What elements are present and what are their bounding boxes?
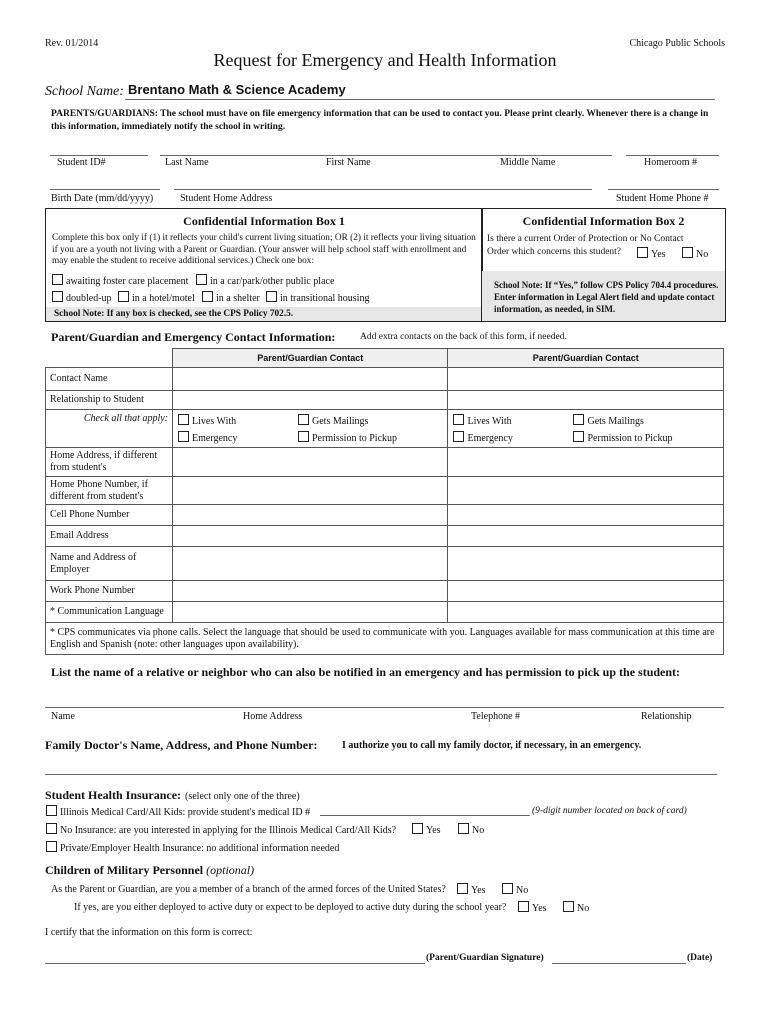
option-transitional[interactable] bbox=[266, 291, 369, 304]
check-label: Permission to Pickup bbox=[587, 433, 673, 444]
row-email: Email Address bbox=[46, 526, 173, 547]
box2-title: Confidential Information Box 2 bbox=[522, 214, 685, 228]
relative-name-label: Name bbox=[51, 711, 75, 722]
home-phone-2[interactable] bbox=[448, 477, 724, 505]
check-label: Emergency bbox=[192, 433, 238, 444]
date-line[interactable] bbox=[552, 963, 686, 964]
insurance-none[interactable] bbox=[46, 823, 396, 836]
checks-contact-1 bbox=[173, 410, 448, 448]
contact-name-2[interactable] bbox=[448, 368, 724, 391]
checkbox-icon[interactable] bbox=[563, 901, 574, 912]
no-label: No bbox=[696, 249, 709, 260]
box1-text: Complete this box only if (1) it reflects your child's current living situation; OR (2) it reflects your living situation if you are a youth not living with a Parent or Guardian. (Your answer will help school staff with enrollment and may enable the student to receive additional services.) Check one box: bbox=[52, 233, 476, 266]
military-q2: If yes, are you either deployed to active duty or expect to be deployed to active duty during the school year? bbox=[74, 902, 507, 913]
insurance-option-label: Illinois Medical Card/All Kids: provide student's medical ID # bbox=[60, 807, 311, 818]
checkbox-icon[interactable] bbox=[298, 414, 309, 425]
email-1[interactable] bbox=[173, 526, 448, 547]
first-name-label: First Name bbox=[326, 157, 371, 168]
doctor-line bbox=[45, 774, 717, 775]
insurance-subtitle: (select only one of the three) bbox=[185, 791, 300, 802]
insurance-medical-card[interactable] bbox=[46, 805, 310, 818]
check-emergency-2[interactable] bbox=[453, 431, 512, 444]
language-2[interactable] bbox=[448, 602, 724, 623]
checkbox-icon[interactable] bbox=[52, 274, 63, 285]
relationship-1[interactable] bbox=[173, 391, 448, 410]
col-header-1: Parent/Guardian Contact bbox=[173, 349, 448, 368]
checkbox-icon[interactable] bbox=[196, 274, 207, 285]
option-label: doubled-up bbox=[66, 293, 112, 304]
certify-text: I certify that the information on this form is correct: bbox=[45, 927, 253, 938]
option-shelter[interactable] bbox=[202, 291, 260, 304]
option-foster-care[interactable] bbox=[52, 274, 188, 287]
checkbox-icon[interactable] bbox=[202, 291, 213, 302]
option-label: in a shelter bbox=[216, 293, 260, 304]
signature-line[interactable] bbox=[45, 963, 425, 964]
checkbox-icon[interactable] bbox=[52, 291, 63, 302]
cell-phone-2[interactable] bbox=[448, 505, 724, 526]
page-title: Request for Emergency and Health Information bbox=[213, 50, 557, 70]
signature-label: (Parent/Guardian Signature) bbox=[426, 953, 544, 963]
check-label: Lives With bbox=[192, 416, 237, 427]
checkbox-icon[interactable] bbox=[453, 431, 464, 442]
checkbox-icon[interactable] bbox=[682, 247, 693, 258]
checkbox-icon[interactable] bbox=[118, 291, 129, 302]
relative-address-label: Home Address bbox=[243, 711, 303, 722]
yes-label: Yes bbox=[471, 885, 486, 896]
military-q1-no[interactable] bbox=[502, 883, 528, 896]
check-lives-with-2[interactable] bbox=[453, 414, 511, 427]
checkbox-icon[interactable] bbox=[518, 901, 529, 912]
school-name-line bbox=[125, 99, 715, 100]
no-label: No bbox=[472, 825, 485, 836]
doctor-text: I authorize you to call my family doctor, if necessary, in an emergency. bbox=[342, 740, 642, 751]
military-q2-yes[interactable] bbox=[518, 901, 547, 914]
row-employer: Name and Address of Employer bbox=[46, 547, 173, 581]
insurance-option-label: Private/Employer Health Insurance: no additional information needed bbox=[60, 843, 340, 854]
checkbox-icon[interactable] bbox=[178, 431, 189, 442]
box1-note: School Note: If any box is checked, see the CPS Policy 702.5. bbox=[46, 307, 482, 321]
military-q1-yes[interactable] bbox=[457, 883, 486, 896]
no-label: No bbox=[577, 903, 590, 914]
check-label: Gets Mailings bbox=[587, 416, 644, 427]
option-label: in a hotel/motel bbox=[132, 293, 195, 304]
check-mailings-1[interactable] bbox=[298, 414, 368, 427]
check-pickup-1[interactable] bbox=[298, 431, 397, 444]
language-footnote: * CPS communicates via phone calls. Select the language that should be used to communicate with you. Languages available for mass communication at this time are English and Spanish (note: other languages upon availability). bbox=[46, 623, 724, 655]
confidential-box-1 bbox=[45, 208, 483, 322]
contact-name-1[interactable] bbox=[173, 368, 448, 391]
checkbox-icon[interactable] bbox=[573, 431, 584, 442]
row-cell-phone: Cell Phone Number bbox=[46, 505, 173, 526]
option-label: in a car/park/other public place bbox=[210, 276, 335, 287]
school-name-value[interactable]: Brentano Math & Science Academy bbox=[128, 82, 346, 97]
col-header-2: Parent/Guardian Contact bbox=[448, 349, 724, 368]
home-address-label: Student Home Address bbox=[180, 193, 273, 204]
parents-notice: PARENTS/GUARDIANS: The school must have on file emergency information that can be used to contact you. Please print clearly. Whenever there is a change in this information, immediately notify the school in writing. bbox=[51, 109, 709, 132]
date-label: (Date) bbox=[687, 953, 713, 963]
checkbox-icon[interactable] bbox=[573, 414, 584, 425]
employer-1[interactable] bbox=[173, 547, 448, 581]
checkbox-icon[interactable] bbox=[266, 291, 277, 302]
checkbox-icon[interactable] bbox=[637, 247, 648, 258]
last-name-label: Last Name bbox=[165, 157, 209, 168]
check-label: Permission to Pickup bbox=[312, 433, 398, 444]
check-label: Gets Mailings bbox=[312, 416, 369, 427]
checkbox-icon[interactable] bbox=[46, 805, 57, 816]
yes-label: Yes bbox=[651, 249, 666, 260]
box1-title: Confidential Information Box 1 bbox=[183, 214, 345, 228]
box2-note: School Note: If “Yes,” follow CPS Policy 704.4 procedures. Enter information in Legal Alert field and update contact information, as needed, in SIM. bbox=[482, 271, 725, 321]
field-line bbox=[50, 155, 148, 156]
checks-contact-2 bbox=[448, 410, 724, 448]
contacts-title: Parent/Guardian and Emergency Contact Information: bbox=[51, 330, 336, 344]
box2-no[interactable] bbox=[682, 247, 708, 260]
birth-date-label: Birth Date (mm/dd/yyyy) bbox=[51, 193, 154, 204]
checkbox-icon[interactable] bbox=[457, 883, 468, 894]
check-lives-with-1[interactable] bbox=[178, 414, 236, 427]
insurance-header bbox=[45, 786, 300, 804]
relative-phone-label: Telephone # bbox=[471, 711, 521, 722]
checkbox-icon[interactable] bbox=[46, 841, 57, 852]
revision-label: Rev. 01/2014 bbox=[45, 38, 99, 49]
middle-name-label: Middle Name bbox=[500, 157, 556, 168]
check-emergency-1[interactable] bbox=[178, 431, 237, 444]
header-blank bbox=[46, 349, 173, 368]
relationship-2[interactable] bbox=[448, 391, 724, 410]
language-1[interactable] bbox=[173, 602, 448, 623]
checkbox-icon[interactable] bbox=[298, 431, 309, 442]
org-label: Chicago Public Schools bbox=[629, 38, 725, 49]
checkbox-icon[interactable] bbox=[412, 823, 423, 834]
checkbox-icon[interactable] bbox=[458, 823, 469, 834]
yes-label: Yes bbox=[532, 903, 547, 914]
field-line bbox=[174, 189, 592, 190]
insurance-option-label: No Insurance: are you interested in applying for the Illinois Medical Card/All Kids? bbox=[60, 825, 397, 836]
check-mailings-2[interactable] bbox=[573, 414, 643, 427]
check-pickup-2[interactable] bbox=[573, 431, 672, 444]
row-contact-name: Contact Name bbox=[46, 368, 173, 391]
work-phone-2[interactable] bbox=[448, 581, 724, 602]
field-line bbox=[160, 155, 612, 156]
insurance-title: Student Health Insurance: bbox=[45, 788, 182, 802]
option-doubled-up[interactable] bbox=[52, 291, 112, 304]
military-title: Children of Military Personnel bbox=[45, 863, 204, 877]
field-line bbox=[608, 189, 719, 190]
field-line bbox=[50, 189, 160, 190]
email-2[interactable] bbox=[448, 526, 724, 547]
row-language: * Communication Language bbox=[46, 602, 173, 623]
insurance-apply-yes[interactable] bbox=[412, 823, 441, 836]
confidential-box-2 bbox=[481, 208, 726, 322]
row-home-phone: Home Phone Number, if different from student's bbox=[46, 477, 173, 505]
yes-label: Yes bbox=[426, 825, 441, 836]
check-label: Emergency bbox=[467, 433, 513, 444]
row-work-phone: Work Phone Number bbox=[46, 581, 173, 602]
checkbox-icon[interactable] bbox=[46, 823, 57, 834]
box2-yes[interactable] bbox=[637, 247, 666, 260]
row-relationship: Relationship to Student bbox=[46, 391, 173, 410]
military-q2-no[interactable] bbox=[563, 901, 589, 914]
homeroom-label: Homeroom # bbox=[644, 157, 698, 168]
insurance-apply-no[interactable] bbox=[458, 823, 484, 836]
checkbox-icon[interactable] bbox=[502, 883, 513, 894]
student-id-label: Student ID# bbox=[57, 157, 106, 168]
check-label: Lives With bbox=[467, 416, 512, 427]
contacts-table bbox=[45, 348, 724, 655]
doctor-title: Family Doctor's Name, Address, and Phone Number: bbox=[45, 738, 318, 752]
box2-question: Is there a current Order of Protection or No Contact Order which concerns this student? bbox=[487, 234, 684, 257]
military-q1: As the Parent or Guardian, are you a member of a branch of the armed forces of the United States? bbox=[51, 884, 446, 895]
field-line bbox=[626, 155, 719, 156]
cell-phone-1[interactable] bbox=[173, 505, 448, 526]
option-label: awaiting foster care placement bbox=[66, 276, 189, 287]
relative-line bbox=[45, 707, 724, 708]
home-phone-1[interactable] bbox=[173, 477, 448, 505]
employer-2[interactable] bbox=[448, 547, 724, 581]
option-label: in transitional housing bbox=[280, 293, 370, 304]
checkbox-icon[interactable] bbox=[453, 414, 464, 425]
relative-title: List the name of a relative or neighbor who can also be notified in an emergency and has permission to pick up the student: bbox=[51, 665, 681, 679]
medical-id-hint: (9-digit number located on back of card) bbox=[532, 806, 687, 816]
military-header bbox=[45, 863, 254, 878]
insurance-private[interactable] bbox=[46, 841, 339, 854]
row-home-address: Home Address, if different from student's bbox=[46, 448, 173, 477]
home-phone-label: Student Home Phone # bbox=[616, 193, 709, 204]
option-public-place[interactable] bbox=[196, 274, 334, 287]
school-name-label: School Name: bbox=[45, 84, 124, 99]
medical-id-line[interactable] bbox=[320, 815, 530, 816]
work-phone-1[interactable] bbox=[173, 581, 448, 602]
home-address-2[interactable] bbox=[448, 448, 724, 477]
option-hotel[interactable] bbox=[118, 291, 195, 304]
military-optional: (optional) bbox=[206, 863, 255, 877]
contacts-subtitle: Add extra contacts on the back of this form, if needed. bbox=[360, 332, 567, 342]
no-label: No bbox=[516, 885, 529, 896]
checkbox-icon[interactable] bbox=[178, 414, 189, 425]
relative-relationship-label: Relationship bbox=[641, 711, 692, 722]
row-check-all: Check all that apply: bbox=[46, 410, 173, 448]
home-address-1[interactable] bbox=[173, 448, 448, 477]
